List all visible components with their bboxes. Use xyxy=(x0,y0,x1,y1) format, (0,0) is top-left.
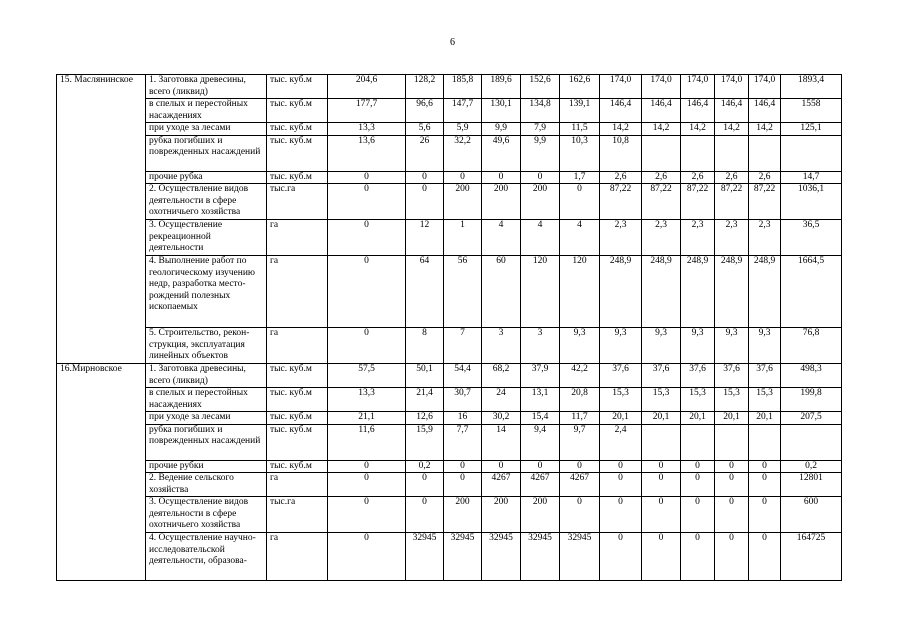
activity-cell: 2. Ведение сельского хозяйства xyxy=(146,473,267,497)
value-cell: 32945 xyxy=(482,533,521,581)
value-cell: 20,1 xyxy=(681,412,715,425)
unit-cell: га xyxy=(267,533,328,581)
activity-cell: прочие рубка xyxy=(146,171,267,184)
value-cell: 7,9 xyxy=(521,123,560,136)
activity-cell: при уходе за лесами xyxy=(146,412,267,425)
value-cell xyxy=(642,424,681,460)
value-cell: 20,1 xyxy=(749,412,781,425)
activity-cell: 4. Осуществление научно-исследовательской деятельности, образова- xyxy=(146,533,267,581)
forest-plan-table xyxy=(56,74,842,581)
value-cell: 0 xyxy=(444,171,482,184)
value-cell: 9,3 xyxy=(600,328,642,364)
value-cell: 24 xyxy=(482,388,521,412)
value-cell: 1664,5 xyxy=(781,256,842,328)
value-cell: 9,3 xyxy=(642,328,681,364)
value-cell: 0 xyxy=(749,460,781,473)
value-cell: 146,4 xyxy=(681,99,715,123)
value-cell: 0 xyxy=(328,460,406,473)
unit-cell: тыс. куб.м xyxy=(267,99,328,123)
value-cell: 200 xyxy=(482,497,521,533)
value-cell: 120 xyxy=(560,256,600,328)
value-cell xyxy=(781,424,842,460)
activity-cell: 1. Заготовка древесины, всего (ликвид) xyxy=(146,75,267,99)
value-cell: 0 xyxy=(681,533,715,581)
value-cell: 0 xyxy=(600,460,642,473)
value-cell: 0 xyxy=(681,497,715,533)
value-cell: 8 xyxy=(406,328,444,364)
value-cell: 49,6 xyxy=(482,135,521,171)
value-cell: 2,3 xyxy=(715,220,749,256)
value-cell: 42,2 xyxy=(560,364,600,388)
table-row xyxy=(57,533,842,581)
unit-cell: тыс.га xyxy=(267,184,328,220)
value-cell: 15,9 xyxy=(406,424,444,460)
value-cell: 0 xyxy=(406,497,444,533)
value-cell: 20,8 xyxy=(560,388,600,412)
value-cell: 0 xyxy=(444,460,482,473)
table-row xyxy=(57,99,842,123)
value-cell: 1,7 xyxy=(560,171,600,184)
value-cell xyxy=(715,135,749,171)
value-cell: 0 xyxy=(715,473,749,497)
value-cell: 0 xyxy=(642,473,681,497)
value-cell: 9,3 xyxy=(560,328,600,364)
value-cell: 0 xyxy=(328,184,406,220)
unit-cell: тыс. куб.м xyxy=(267,364,328,388)
value-cell xyxy=(749,424,781,460)
value-cell: 0 xyxy=(642,460,681,473)
activity-cell: рубка погибших и поврежденных насаждений xyxy=(146,424,267,460)
value-cell: 125,1 xyxy=(781,123,842,136)
activity-cell: 1. Заготовка древесины, всего (ликвид) xyxy=(146,364,267,388)
value-cell: 9,3 xyxy=(749,328,781,364)
value-cell: 0 xyxy=(681,473,715,497)
value-cell: 68,2 xyxy=(482,364,521,388)
value-cell xyxy=(715,424,749,460)
value-cell: 60 xyxy=(482,256,521,328)
table-row xyxy=(57,460,842,473)
value-cell: 199,8 xyxy=(781,388,842,412)
value-cell: 87,22 xyxy=(715,184,749,220)
value-cell: 14,2 xyxy=(749,123,781,136)
value-cell: 54,4 xyxy=(444,364,482,388)
value-cell: 87,22 xyxy=(749,184,781,220)
value-cell: 5,6 xyxy=(406,123,444,136)
value-cell: 5,9 xyxy=(444,123,482,136)
value-cell: 498,3 xyxy=(781,364,842,388)
value-cell: 139,1 xyxy=(560,99,600,123)
value-cell: 248,9 xyxy=(715,256,749,328)
value-cell: 146,4 xyxy=(715,99,749,123)
table-row xyxy=(57,220,842,256)
activity-cell: при уходе за лесами xyxy=(146,123,267,136)
value-cell: 0 xyxy=(482,460,521,473)
district-name: 15. Маслянинское xyxy=(57,75,146,364)
table-row xyxy=(57,184,842,220)
table-row xyxy=(57,135,842,171)
value-cell: 0 xyxy=(681,460,715,473)
activity-cell: 3. Осуществление рекреационной деятельности xyxy=(146,220,267,256)
value-cell: 2,4 xyxy=(600,424,642,460)
value-cell: 2,6 xyxy=(681,171,715,184)
value-cell: 185,8 xyxy=(444,75,482,99)
value-cell: 0 xyxy=(328,256,406,328)
table-row xyxy=(57,473,842,497)
value-cell: 134,8 xyxy=(521,99,560,123)
unit-cell: тыс. куб.м xyxy=(267,123,328,136)
value-cell: 0 xyxy=(328,171,406,184)
unit-cell: тыс. куб.м xyxy=(267,388,328,412)
table-row xyxy=(57,364,842,388)
value-cell: 0 xyxy=(406,473,444,497)
value-cell: 174,0 xyxy=(681,75,715,99)
value-cell: 56 xyxy=(444,256,482,328)
value-cell: 248,9 xyxy=(681,256,715,328)
value-cell: 200 xyxy=(521,184,560,220)
value-cell: 200 xyxy=(521,497,560,533)
value-cell: 0 xyxy=(749,497,781,533)
value-cell: 207,5 xyxy=(781,412,842,425)
value-cell: 32945 xyxy=(444,533,482,581)
table-row xyxy=(57,328,842,364)
value-cell: 248,9 xyxy=(642,256,681,328)
value-cell: 37,6 xyxy=(749,364,781,388)
value-cell: 10,3 xyxy=(560,135,600,171)
value-cell: 4267 xyxy=(482,473,521,497)
value-cell: 1036,1 xyxy=(781,184,842,220)
activity-cell: в спелых и перестойных насаждениях xyxy=(146,388,267,412)
value-cell: 12801 xyxy=(781,473,842,497)
value-cell: 200 xyxy=(444,184,482,220)
table-row xyxy=(57,497,842,533)
value-cell: 146,4 xyxy=(600,99,642,123)
value-cell: 76,8 xyxy=(781,328,842,364)
value-cell: 4 xyxy=(560,220,600,256)
value-cell xyxy=(681,424,715,460)
value-cell: 20,1 xyxy=(715,412,749,425)
value-cell: 2,6 xyxy=(715,171,749,184)
value-cell: 200 xyxy=(482,184,521,220)
value-cell: 146,4 xyxy=(749,99,781,123)
table-row xyxy=(57,256,842,328)
value-cell: 600 xyxy=(781,497,842,533)
value-cell: 204,6 xyxy=(328,75,406,99)
value-cell: 10,8 xyxy=(600,135,642,171)
value-cell: 26 xyxy=(406,135,444,171)
value-cell: 146,4 xyxy=(642,99,681,123)
value-cell: 9,3 xyxy=(681,328,715,364)
activity-cell: 2. Осуществление видов деятельности в сфере охотничьего хозяйства xyxy=(146,184,267,220)
activity-cell: рубка погибших и поврежденных насаждений xyxy=(146,135,267,171)
value-cell: 87,22 xyxy=(600,184,642,220)
district-name: 16.Мирновское xyxy=(57,364,146,581)
value-cell: 120 xyxy=(521,256,560,328)
value-cell: 14,2 xyxy=(715,123,749,136)
table-row xyxy=(57,123,842,136)
unit-cell: тыс. куб.м xyxy=(267,135,328,171)
value-cell xyxy=(642,135,681,171)
value-cell: 13,6 xyxy=(328,135,406,171)
unit-cell: тыс. куб.м xyxy=(267,75,328,99)
value-cell: 2,6 xyxy=(600,171,642,184)
value-cell: 0 xyxy=(406,184,444,220)
value-cell: 3 xyxy=(482,328,521,364)
activity-cell: 4. Выполнение работ по геологическому изучению недр, разработка место-рождений полезных ископаемых xyxy=(146,256,267,328)
value-cell: 12 xyxy=(406,220,444,256)
value-cell: 0 xyxy=(600,473,642,497)
value-cell: 0 xyxy=(406,171,444,184)
value-cell: 37,9 xyxy=(521,364,560,388)
value-cell: 174,0 xyxy=(642,75,681,99)
value-cell: 9,4 xyxy=(521,424,560,460)
value-cell: 2,3 xyxy=(681,220,715,256)
value-cell: 12,6 xyxy=(406,412,444,425)
unit-cell: тыс. куб.м xyxy=(267,424,328,460)
value-cell: 9,7 xyxy=(560,424,600,460)
value-cell: 0 xyxy=(521,171,560,184)
value-cell: 37,6 xyxy=(715,364,749,388)
value-cell: 57,5 xyxy=(328,364,406,388)
value-cell: 0 xyxy=(600,533,642,581)
value-cell: 15,3 xyxy=(681,388,715,412)
value-cell: 32945 xyxy=(406,533,444,581)
value-cell: 147,7 xyxy=(444,99,482,123)
value-cell: 0 xyxy=(444,473,482,497)
value-cell: 0 xyxy=(560,184,600,220)
unit-cell: га xyxy=(267,256,328,328)
value-cell: 9,9 xyxy=(521,135,560,171)
value-cell: 0 xyxy=(715,460,749,473)
value-cell: 0 xyxy=(328,473,406,497)
value-cell: 14,7 xyxy=(781,171,842,184)
value-cell: 174,0 xyxy=(600,75,642,99)
value-cell: 0 xyxy=(749,473,781,497)
value-cell: 128,2 xyxy=(406,75,444,99)
value-cell: 7 xyxy=(444,328,482,364)
value-cell: 0 xyxy=(715,533,749,581)
value-cell: 174,0 xyxy=(749,75,781,99)
value-cell: 15,3 xyxy=(715,388,749,412)
value-cell: 0 xyxy=(749,533,781,581)
value-cell: 0 xyxy=(560,497,600,533)
value-cell: 0 xyxy=(521,460,560,473)
value-cell: 37,6 xyxy=(642,364,681,388)
activity-cell: в спелых и перестойных насаждениях xyxy=(146,99,267,123)
value-cell: 130,1 xyxy=(482,99,521,123)
unit-cell: га xyxy=(267,328,328,364)
value-cell: 0 xyxy=(328,220,406,256)
value-cell xyxy=(681,135,715,171)
value-cell: 36,5 xyxy=(781,220,842,256)
value-cell: 0 xyxy=(482,171,521,184)
value-cell: 11,6 xyxy=(328,424,406,460)
value-cell: 30,2 xyxy=(482,412,521,425)
value-cell: 174,0 xyxy=(715,75,749,99)
value-cell: 15,3 xyxy=(642,388,681,412)
value-cell: 14,2 xyxy=(681,123,715,136)
value-cell: 96,6 xyxy=(406,99,444,123)
value-cell: 189,6 xyxy=(482,75,521,99)
value-cell: 9,9 xyxy=(482,123,521,136)
value-cell: 32945 xyxy=(521,533,560,581)
value-cell: 14,2 xyxy=(642,123,681,136)
value-cell: 0 xyxy=(600,497,642,533)
value-cell: 37,6 xyxy=(600,364,642,388)
value-cell: 50,1 xyxy=(406,364,444,388)
value-cell: 4267 xyxy=(521,473,560,497)
value-cell: 248,9 xyxy=(600,256,642,328)
value-cell xyxy=(781,135,842,171)
value-cell: 32,2 xyxy=(444,135,482,171)
value-cell: 21,1 xyxy=(328,412,406,425)
value-cell: 11,5 xyxy=(560,123,600,136)
value-cell: 162,6 xyxy=(560,75,600,99)
value-cell: 177,7 xyxy=(328,99,406,123)
value-cell: 200 xyxy=(444,497,482,533)
table-row xyxy=(57,388,842,412)
unit-cell: тыс.га xyxy=(267,497,328,533)
value-cell: 152,6 xyxy=(521,75,560,99)
value-cell: 4267 xyxy=(560,473,600,497)
activity-cell: 5. Строительство, рекон-струкция, эксплуатация линейных объектов xyxy=(146,328,267,364)
activity-cell: 3. Осуществление видов деятельности в сфере охотничьего хозяйства xyxy=(146,497,267,533)
unit-cell: га xyxy=(267,220,328,256)
table-row xyxy=(57,171,842,184)
activity-cell: прочие рубки xyxy=(146,460,267,473)
value-cell: 2,3 xyxy=(642,220,681,256)
value-cell: 7,7 xyxy=(444,424,482,460)
page-number: 6 xyxy=(450,37,455,48)
value-cell: 1558 xyxy=(781,99,842,123)
value-cell: 13,3 xyxy=(328,123,406,136)
value-cell: 13,1 xyxy=(521,388,560,412)
table-row xyxy=(57,412,842,425)
value-cell: 11,7 xyxy=(560,412,600,425)
value-cell: 2,3 xyxy=(749,220,781,256)
value-cell: 0 xyxy=(328,533,406,581)
value-cell: 16 xyxy=(444,412,482,425)
value-cell: 14,2 xyxy=(600,123,642,136)
unit-cell: га xyxy=(267,473,328,497)
value-cell: 87,22 xyxy=(681,184,715,220)
value-cell: 0 xyxy=(642,533,681,581)
table-row xyxy=(57,75,842,99)
value-cell: 2,6 xyxy=(642,171,681,184)
value-cell: 15,3 xyxy=(600,388,642,412)
value-cell: 0 xyxy=(560,460,600,473)
value-cell: 13,3 xyxy=(328,388,406,412)
value-cell: 0 xyxy=(328,497,406,533)
unit-cell: тыс. куб.м xyxy=(267,412,328,425)
value-cell: 0,2 xyxy=(406,460,444,473)
value-cell xyxy=(749,135,781,171)
value-cell: 1 xyxy=(444,220,482,256)
value-cell: 30,7 xyxy=(444,388,482,412)
table-row xyxy=(57,424,842,460)
value-cell: 87,22 xyxy=(642,184,681,220)
value-cell: 3 xyxy=(521,328,560,364)
value-cell: 4 xyxy=(482,220,521,256)
value-cell: 0 xyxy=(642,497,681,533)
value-cell: 15,3 xyxy=(749,388,781,412)
value-cell: 248,9 xyxy=(749,256,781,328)
value-cell: 0 xyxy=(715,497,749,533)
value-cell: 20,1 xyxy=(600,412,642,425)
value-cell: 15,4 xyxy=(521,412,560,425)
value-cell: 64 xyxy=(406,256,444,328)
value-cell: 21,4 xyxy=(406,388,444,412)
value-cell: 2,6 xyxy=(749,171,781,184)
value-cell: 0 xyxy=(328,328,406,364)
unit-cell: тыс. куб.м xyxy=(267,171,328,184)
value-cell: 20,1 xyxy=(642,412,681,425)
value-cell: 164725 xyxy=(781,533,842,581)
unit-cell: тыс. куб.м xyxy=(267,460,328,473)
value-cell: 14 xyxy=(482,424,521,460)
value-cell: 9,3 xyxy=(715,328,749,364)
value-cell: 2,3 xyxy=(600,220,642,256)
value-cell: 0,2 xyxy=(781,460,842,473)
value-cell: 37,6 xyxy=(681,364,715,388)
value-cell: 32945 xyxy=(560,533,600,581)
value-cell: 4 xyxy=(521,220,560,256)
value-cell: 1893,4 xyxy=(781,75,842,99)
